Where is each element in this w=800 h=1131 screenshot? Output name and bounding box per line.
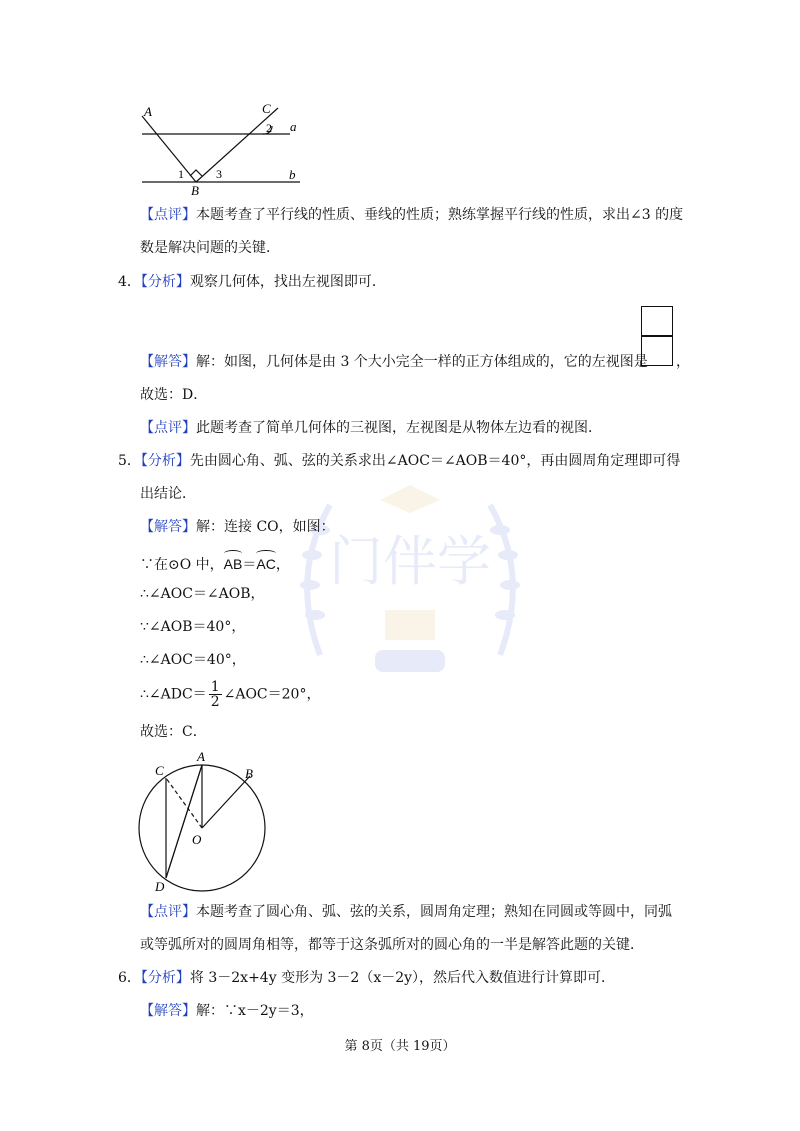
svg-text:B: B <box>191 183 199 198</box>
q4-analysis: 4．【分析】观察几何体，找出左视图即可． <box>118 274 386 290</box>
svg-text:3: 3 <box>216 167 222 181</box>
fraction-half: $\frac{1}{2}$ <box>210 679 220 710</box>
svg-text:b: b <box>289 167 296 182</box>
left-view-top-square <box>641 306 673 336</box>
q6-analysis: 6．【分析】将 3－2x+4y 变形为 3－2（x－2y），然后代入数值进行计算即可． <box>118 970 616 986</box>
comment-tag: 【点评】 <box>140 207 196 223</box>
q5-choice: 故选：C． <box>140 724 207 740</box>
q5-step-1: ∵在⊙O 中，AB＝AC， <box>140 550 290 575</box>
page-footer: 第 8页（共 19页） <box>344 1039 456 1054</box>
svg-text:a: a <box>290 119 297 134</box>
q5-analysis-line2: 出结论． <box>140 486 196 502</box>
svg-text:C: C <box>262 101 271 116</box>
q5-answer: 【解答】解：连接 CO，如图： <box>140 519 335 535</box>
q4-answer: 【解答】解：如图，几何体是由 3 个大小完全一样的正方体组成的，它的左视图是 <box>140 354 648 370</box>
svg-text:2: 2 <box>266 121 272 135</box>
q3-comment-line1: 【点评】本题考查了平行线的性质、垂线的性质；熟练掌握平行线的性质，求出∠3 的度 <box>140 207 684 223</box>
svg-text:D: D <box>155 879 165 893</box>
q5-analysis-line1: 5．【分析】先由圆心角、弧、弦的关系求出∠AOC＝∠AOB＝40°，再由圆周角定理即可得 <box>118 453 681 469</box>
watermark-logo <box>280 455 540 705</box>
svg-text:A: A <box>197 749 205 764</box>
q5-comment-line2: 或等弧所对的圆周角相等，都等于这条弧所对的圆心角的一半是解答此题的关键． <box>140 937 644 953</box>
svg-text:门伴学: 门伴学 <box>329 530 491 593</box>
parallel-lines-figure <box>130 100 310 200</box>
q3-comment-line2: 数是解决问题的关键． <box>140 240 280 256</box>
q6-answer: 【解答】解：∵x－2y＝3， <box>140 1003 314 1019</box>
q5-comment-line1: 【点评】本题考查了圆心角、弧、弦的关系，圆周角定理；熟知在同圆或等圆中，同弧 <box>140 904 672 920</box>
svg-text:O: O <box>192 832 202 847</box>
q5-step-2: ∴∠AOC＝∠AOB， <box>140 586 265 602</box>
q5-step-4: ∴∠AOC＝40°， <box>140 652 246 668</box>
svg-text:A: A <box>144 104 152 119</box>
q4-answer-end: ， <box>676 354 690 370</box>
svg-text:B: B <box>245 766 253 781</box>
svg-text:C: C <box>155 763 164 778</box>
q4-comment: 【点评】此题考查了简单几何体的三视图，左视图是从物体左边看的视图． <box>140 420 602 436</box>
q5-step-3: ∵∠AOB＝40°， <box>140 619 246 635</box>
arc-ac: AC <box>256 550 275 574</box>
svg-text:1: 1 <box>178 167 184 181</box>
arc-ab: AB <box>224 550 243 574</box>
q5-step-5: ∴∠ADC＝ $\frac{1}{2}$ ∠AOC＝20°， <box>140 679 321 710</box>
q4-choice: 故选：D． <box>140 387 208 403</box>
circle-figure <box>135 748 275 893</box>
